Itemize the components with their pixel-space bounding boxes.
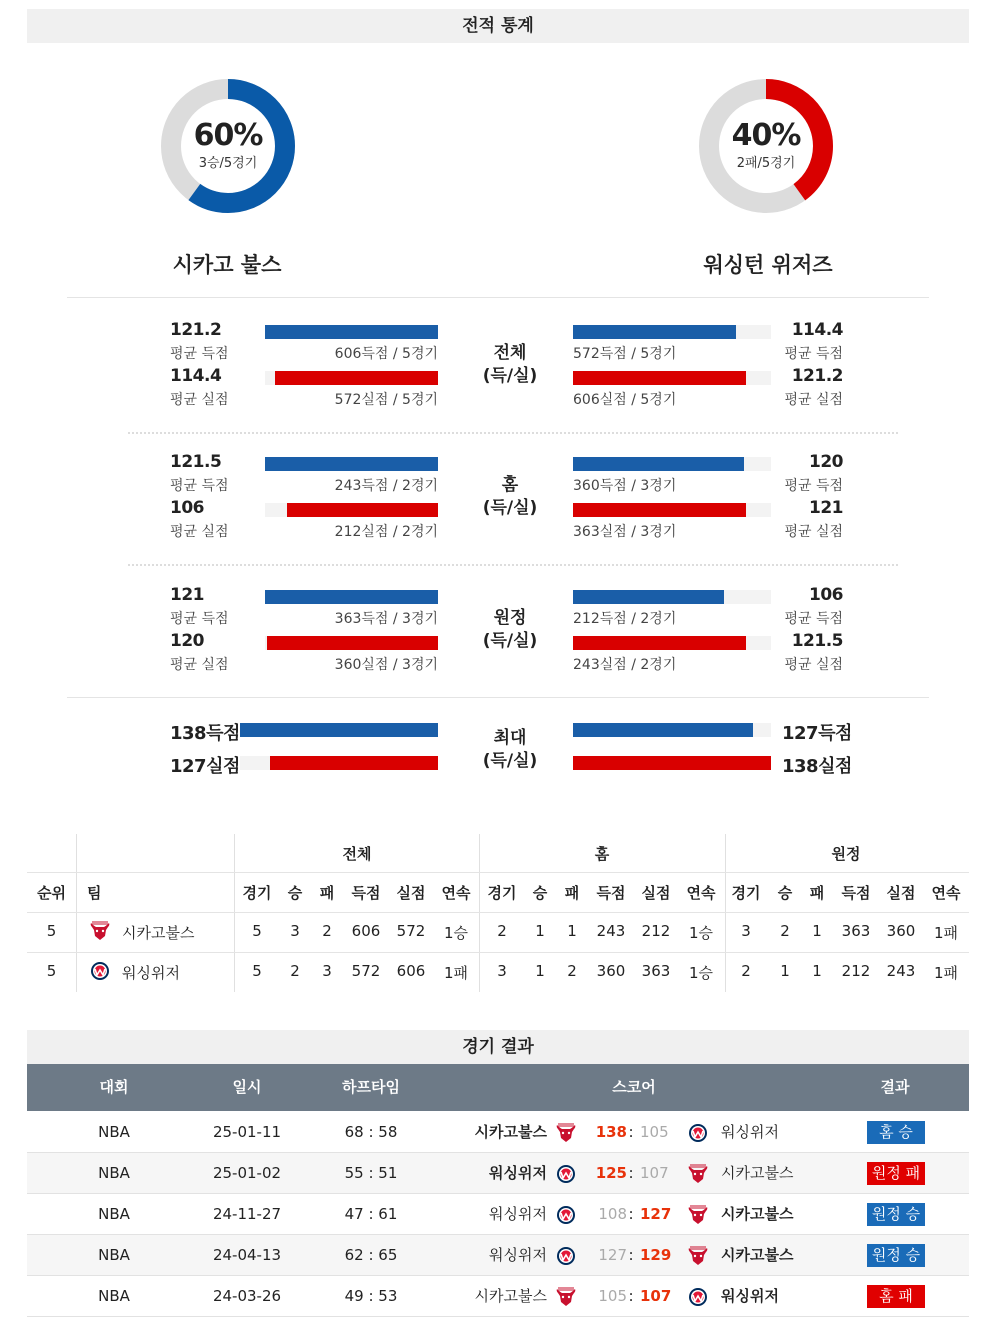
avg-score-value-right: 114.4 — [791, 320, 843, 340]
col-points-against: 실점 — [641, 884, 671, 902]
standings-cell: 1승 — [688, 964, 714, 982]
allow-detail-right: 606실점 / 5경기 — [573, 392, 677, 408]
result-home-score: 125 — [595, 1164, 627, 1182]
result-badge: 홈 승 — [867, 1121, 925, 1144]
standings-rank: 5 — [46, 922, 57, 940]
standings-cell: 1승 — [688, 924, 714, 942]
avg-score-label: 평균 득점 — [170, 478, 229, 494]
avg-score-label: 평균 득점 — [170, 611, 229, 627]
score-separator: : — [628, 1205, 634, 1223]
avg-score-label: 평균 득점 — [784, 346, 843, 362]
col-points-against: 실점 — [396, 884, 426, 902]
divider — [67, 697, 929, 698]
col-games: 경기 — [731, 884, 761, 902]
result-away-team: 시카고불스 — [721, 1205, 794, 1223]
center-label-line1: 전체 — [493, 343, 527, 363]
standings-group-2: 원정 — [831, 845, 861, 863]
allow-detail-right: 243실점 / 2경기 — [573, 657, 677, 673]
col-games: 경기 — [242, 884, 272, 902]
avg-score-value-left: 121 — [170, 585, 204, 605]
result-row[interactable] — [27, 1235, 969, 1276]
result-date: 24-04-13 — [212, 1246, 282, 1264]
standings-cell: 360 — [886, 922, 916, 940]
avg-allow-value-left: 106 — [170, 498, 204, 518]
standings-cell: 572 — [351, 962, 381, 980]
result-date: 25-01-11 — [212, 1123, 282, 1141]
result-away-score: 129 — [640, 1246, 672, 1264]
result-halftime: 68 : 58 — [344, 1123, 398, 1141]
result-away-team: 시카고불스 — [721, 1164, 794, 1182]
standings-group-0: 전체 — [342, 845, 372, 863]
standings-cell: 360 — [596, 962, 626, 980]
score-separator: : — [628, 1287, 634, 1305]
avg-allow-value-right: 121.2 — [791, 366, 843, 386]
avg-allow-label: 평균 실점 — [170, 524, 229, 540]
center-label-line2: (득/실) — [482, 631, 538, 651]
wizards-logo-icon — [555, 1245, 577, 1267]
max-allow-bar-right — [573, 756, 771, 770]
standings-rank: 5 — [46, 962, 57, 980]
avg-allow-value-right: 121 — [809, 498, 843, 518]
bulls-logo-icon — [687, 1245, 709, 1267]
allow-detail-left: 212실점 / 2경기 — [334, 524, 438, 540]
max-allow-left: 127실점 — [170, 756, 240, 777]
avg-score-value-left: 121.2 — [170, 320, 222, 340]
score-detail-left: 243득점 / 2경기 — [334, 478, 438, 494]
score-bar-right — [573, 590, 724, 604]
standings-cell: 363 — [841, 922, 871, 940]
standings-cell: 1승 — [443, 924, 469, 942]
bulls-logo-icon — [687, 1163, 709, 1185]
standings-cell: 1패 — [933, 964, 959, 982]
max-allow-right: 138실점 — [782, 756, 852, 777]
result-date: 25-01-02 — [212, 1164, 282, 1182]
section-title-results: 경기 결과 — [27, 1030, 969, 1064]
standings-cell: 2 — [497, 922, 507, 940]
col-losses: 패 — [809, 884, 825, 902]
result-badge: 원정 패 — [867, 1162, 925, 1185]
avg-score-label: 평균 득점 — [170, 346, 229, 362]
result-away-team: 시카고불스 — [721, 1246, 794, 1264]
standings-cell: 2 — [322, 922, 332, 940]
max-allow-bar-left — [270, 756, 438, 770]
score-detail-right: 212득점 / 2경기 — [573, 611, 677, 627]
team-name-right: 워싱턴 위저즈 — [703, 253, 833, 277]
center-label-line2: (득/실) — [482, 366, 538, 386]
score-bar-right — [573, 457, 744, 471]
result-badge: 원정 승 — [867, 1244, 925, 1267]
avg-score-label: 평균 득점 — [784, 478, 843, 494]
standings-cell: 606 — [351, 922, 381, 940]
bulls-logo-icon — [555, 1122, 577, 1144]
wizards-logo-icon — [89, 960, 111, 982]
result-home-team: 시카고불스 — [474, 1123, 547, 1141]
result-away-team: 워싱위저 — [721, 1287, 779, 1305]
standings-cell: 1 — [780, 962, 790, 980]
score-bar-right — [573, 325, 736, 339]
result-away-team: 워싱위저 — [721, 1123, 779, 1141]
score-separator: : — [628, 1123, 634, 1141]
score-separator: : — [628, 1164, 634, 1182]
win-rate-record: 2패/5경기 — [736, 156, 796, 171]
result-away-score: 107 — [640, 1287, 672, 1305]
result-row[interactable] — [27, 1153, 969, 1194]
result-row[interactable] — [27, 1194, 969, 1235]
wizards-logo-icon — [687, 1122, 709, 1144]
col-streak: 연속 — [686, 884, 716, 902]
score-detail-right: 360득점 / 3경기 — [573, 478, 677, 494]
header-halftime: 하프타임 — [342, 1078, 400, 1096]
result-row[interactable] — [27, 1276, 969, 1317]
standings-cell: 1 — [812, 922, 822, 940]
result-away-score: 107 — [640, 1164, 669, 1182]
col-points-for: 득점 — [841, 884, 871, 902]
result-home-score: 127 — [598, 1246, 627, 1264]
standings-cell: 5 — [252, 922, 262, 940]
standings-cell: 2 — [290, 962, 300, 980]
result-home-score: 105 — [598, 1287, 627, 1305]
wizards-logo-icon — [555, 1204, 577, 1226]
result-halftime: 47 : 61 — [344, 1205, 398, 1223]
standings-cell: 2 — [741, 962, 751, 980]
avg-allow-label: 평균 실점 — [784, 657, 843, 673]
standings-team-name[interactable]: 워싱위저 — [122, 964, 180, 982]
standings-cell: 3 — [741, 922, 751, 940]
result-league: NBA — [98, 1205, 130, 1223]
col-wins: 승 — [777, 884, 793, 902]
result-league: NBA — [98, 1287, 130, 1305]
result-league: NBA — [98, 1164, 130, 1182]
header-date: 일시 — [232, 1078, 262, 1096]
header-result: 결과 — [880, 1078, 910, 1096]
avg-score-value-left: 121.5 — [170, 452, 222, 472]
bulls-logo-icon — [687, 1204, 709, 1226]
standings-cell: 2 — [780, 922, 790, 940]
center-label — [470, 342, 550, 388]
allow-bar-right — [573, 503, 746, 517]
allow-bar-left — [267, 636, 438, 650]
result-row[interactable] — [27, 1112, 969, 1153]
score-bar-left — [265, 457, 438, 471]
allow-bar-left — [275, 371, 438, 385]
results-header — [27, 1064, 969, 1111]
col-points-for: 득점 — [596, 884, 626, 902]
standings-team-name[interactable]: 시카고불스 — [122, 924, 195, 942]
center-label-line2: (득/실) — [482, 498, 538, 518]
allow-bar-right — [573, 636, 746, 650]
standings-cell: 212 — [841, 962, 871, 980]
row-divider — [27, 952, 969, 953]
max-score-bar-left — [240, 723, 438, 737]
win-rate-donut-left — [160, 78, 296, 214]
avg-score-value-right: 120 — [809, 452, 843, 472]
standings-cell: 3 — [322, 962, 332, 980]
avg-allow-label: 평균 실점 — [170, 392, 229, 408]
col-losses: 패 — [319, 884, 335, 902]
standings-cell: 572 — [396, 922, 426, 940]
allow-bar-left — [287, 503, 438, 517]
allow-detail-left: 360실점 / 3경기 — [334, 657, 438, 673]
result-date: 24-11-27 — [212, 1205, 282, 1223]
score-separator: : — [628, 1246, 634, 1264]
score-detail-left: 606득점 / 5경기 — [334, 346, 438, 362]
max-score-left: 138득점 — [170, 723, 240, 744]
result-home-score: 138 — [595, 1123, 627, 1141]
score-detail-right: 572득점 / 5경기 — [573, 346, 677, 362]
avg-allow-value-left: 114.4 — [170, 366, 222, 386]
allow-detail-right: 363실점 / 3경기 — [573, 524, 677, 540]
standings-group-1: 홈 — [594, 845, 610, 863]
dotted-divider — [128, 564, 898, 566]
standings-cell: 212 — [641, 922, 671, 940]
result-halftime: 62 : 65 — [344, 1246, 398, 1264]
max-score-bar-right — [573, 723, 753, 737]
avg-allow-label: 평균 실점 — [784, 524, 843, 540]
standings-cell: 5 — [252, 962, 262, 980]
standings-cell: 606 — [396, 962, 426, 980]
col-losses: 패 — [564, 884, 580, 902]
center-label-line2: (득/실) — [482, 751, 538, 771]
row-divider — [27, 872, 969, 873]
win-rate-record: 3승/5경기 — [198, 156, 258, 171]
col-rank: 순위 — [37, 884, 66, 902]
result-home-team: 워싱위저 — [489, 1164, 547, 1182]
result-home-score: 108 — [598, 1205, 627, 1223]
result-halftime: 55 : 51 — [344, 1164, 398, 1182]
divider — [67, 297, 929, 298]
standings-cell: 1 — [535, 962, 545, 980]
row-divider — [27, 912, 969, 913]
standings-cell: 3 — [497, 962, 507, 980]
avg-allow-label: 평균 실점 — [784, 392, 843, 408]
standings-cell: 3 — [290, 922, 300, 940]
score-bar-left — [265, 325, 438, 339]
avg-score-label: 평균 득점 — [784, 611, 843, 627]
center-label — [470, 474, 550, 520]
allow-detail-left: 572실점 / 5경기 — [334, 392, 438, 408]
team-name-left: 시카고 불스 — [172, 253, 282, 277]
avg-allow-value-right: 121.5 — [791, 631, 843, 651]
col-games: 경기 — [487, 884, 517, 902]
result-halftime: 49 : 53 — [344, 1287, 398, 1305]
col-team: 팀 — [87, 884, 102, 902]
col-points-for: 득점 — [351, 884, 381, 902]
standings-cell: 1패 — [933, 924, 959, 942]
col-points-against: 실점 — [886, 884, 916, 902]
col-wins: 승 — [532, 884, 548, 902]
avg-score-value-right: 106 — [809, 585, 843, 605]
center-label-line1: 홈 — [501, 475, 519, 495]
col-streak: 연속 — [441, 884, 471, 902]
center-label-line1: 최대 — [493, 728, 527, 748]
col-streak: 연속 — [931, 884, 961, 902]
win-rate-percent: 60% — [193, 118, 263, 153]
result-badge: 홈 패 — [867, 1285, 925, 1308]
avg-allow-label: 평균 실점 — [170, 657, 229, 673]
standings-cell: 1 — [812, 962, 822, 980]
wizards-logo-icon — [555, 1163, 577, 1185]
win-rate-donut-right — [698, 78, 834, 214]
win-rate-percent: 40% — [731, 118, 801, 153]
result-league: NBA — [98, 1123, 130, 1141]
center-label-line1: 원정 — [493, 608, 527, 628]
dotted-divider — [128, 432, 898, 434]
standings-cell: 243 — [596, 922, 626, 940]
score-detail-left: 363득점 / 3경기 — [334, 611, 438, 627]
result-home-team: 워싱위저 — [489, 1246, 547, 1264]
standings-cell: 243 — [886, 962, 916, 980]
bulls-logo-icon — [555, 1286, 577, 1308]
result-away-score: 105 — [640, 1123, 669, 1141]
header-score: 스코어 — [612, 1078, 656, 1096]
score-bar-left — [265, 590, 438, 604]
result-badge: 원정 승 — [867, 1203, 925, 1226]
standings-cell: 363 — [641, 962, 671, 980]
center-label — [470, 607, 550, 653]
result-date: 24-03-26 — [212, 1287, 282, 1305]
allow-bar-right — [573, 371, 746, 385]
max-score-right: 127득점 — [782, 723, 852, 744]
result-away-score: 127 — [640, 1205, 672, 1223]
avg-allow-value-left: 120 — [170, 631, 204, 651]
col-divider — [76, 834, 77, 992]
wizards-logo-icon — [687, 1286, 709, 1308]
standings-cell: 1패 — [443, 964, 469, 982]
result-home-team: 워싱위저 — [489, 1205, 547, 1223]
standings-cell: 1 — [567, 922, 577, 940]
max-center-label — [470, 727, 550, 773]
col-wins: 승 — [287, 884, 303, 902]
standings-cell: 2 — [567, 962, 577, 980]
header-league: 대회 — [99, 1078, 129, 1096]
standings-cell: 1 — [535, 922, 545, 940]
result-league: NBA — [98, 1246, 130, 1264]
result-home-team: 시카고불스 — [474, 1287, 547, 1305]
section-title-record: 전적 통계 — [27, 9, 969, 43]
bulls-logo-icon — [89, 920, 111, 942]
